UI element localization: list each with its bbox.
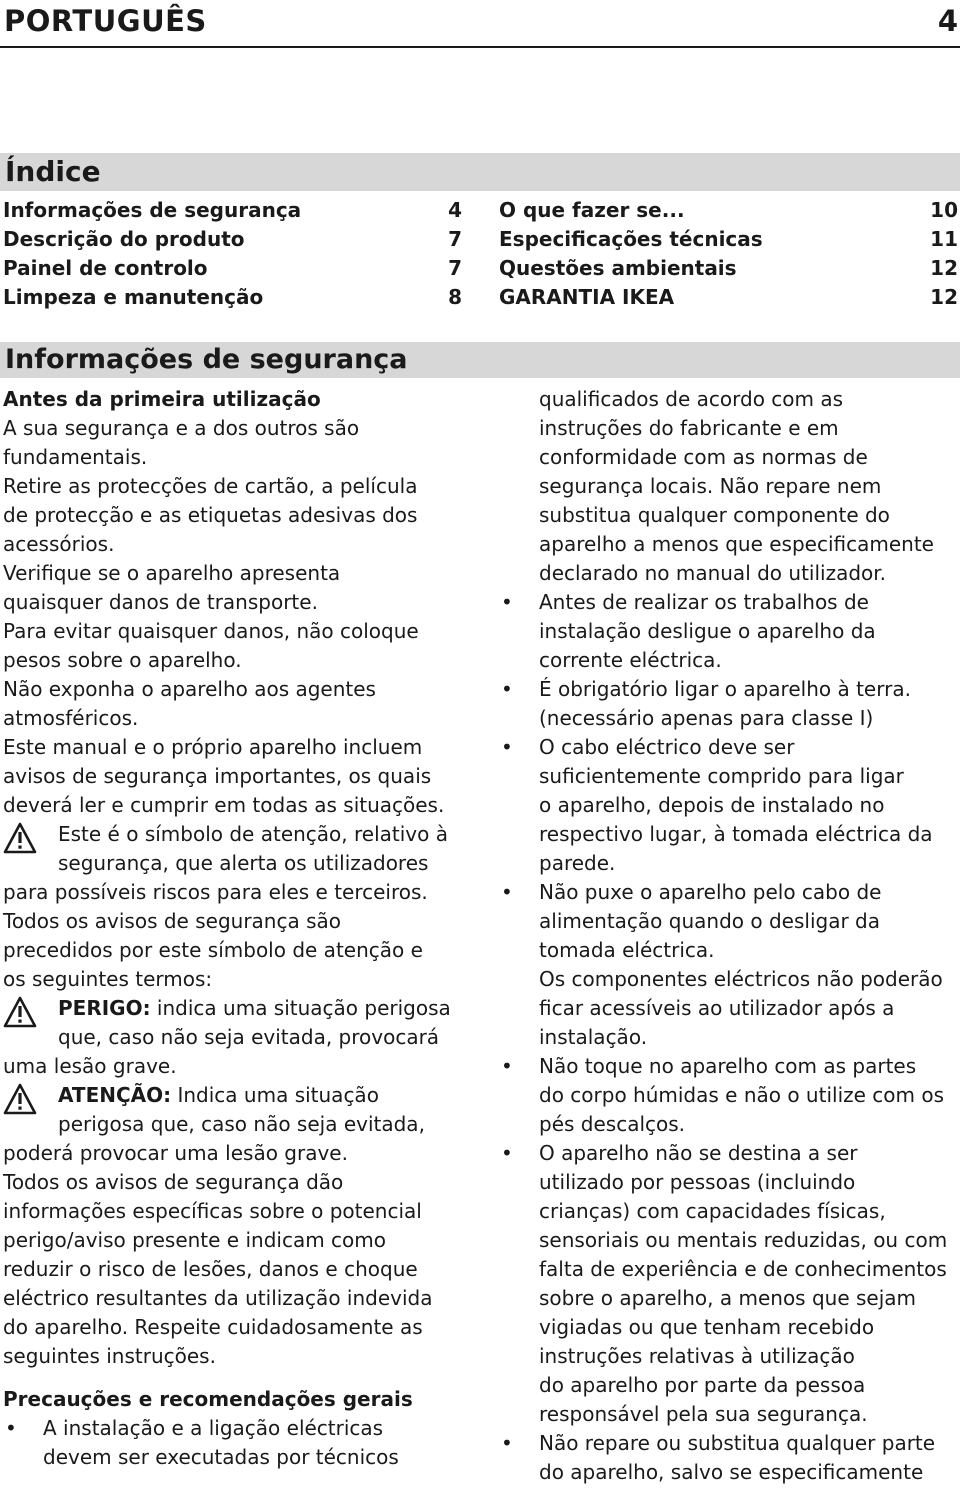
toc-label: GARANTIA IKEA — [499, 285, 675, 309]
all-warnings-line: perigo/aviso presente e indicam como — [3, 1228, 386, 1252]
bullet-item — [499, 1052, 959, 1139]
bullet-line: instalação desligue o aparelho da — [539, 619, 876, 643]
intro-line: fundamentais. — [3, 445, 148, 469]
continuation-line: qualificados de acordo com as — [539, 387, 844, 411]
intro-line: de protecção e as etiquetas adesivas dos — [3, 503, 418, 527]
bullet-icon: • — [501, 677, 513, 701]
bullet-icon: • — [501, 1054, 513, 1078]
bullet-icon: • — [501, 590, 513, 614]
danger-line — [3, 994, 473, 1023]
toc-row[interactable] — [3, 283, 462, 312]
toc-row[interactable] — [499, 196, 958, 225]
toc-label: Especificações técnicas — [499, 227, 763, 251]
warning-line: poderá provocar uma lesão grave. — [3, 1141, 348, 1165]
bullet-line: do corpo húmidas e não o utilize com os — [539, 1083, 945, 1107]
bullet-line: Não repare ou substitua qualquer parte — [539, 1431, 936, 1455]
continuation-line: aparelho a menos que especificamente — [539, 532, 934, 556]
bullet-line: do aparelho por parte da pessoa — [539, 1373, 866, 1397]
first-use-heading: Antes da primeira utilização — [3, 387, 321, 411]
bullet-item — [3, 1414, 473, 1472]
attention-line: para possíveis riscos para eles e terceiros. — [3, 880, 428, 904]
index-section-bar — [0, 153, 960, 191]
safety-section-bar — [0, 342, 960, 378]
bullet-line: falta de experiência e de conhecimentos — [539, 1257, 947, 1281]
danger-term: PERIGO: — [58, 996, 151, 1020]
warning-triangle-icon — [3, 1083, 37, 1115]
preceded-line: Todos os avisos de segurança são — [3, 909, 341, 933]
intro-line: avisos de segurança importantes, os quais — [3, 764, 432, 788]
bullet-icon: • — [501, 735, 513, 759]
toc-page: 7 — [448, 256, 462, 280]
danger-line: que, caso não seja evitada, provocará — [58, 1025, 440, 1049]
bullet-line: alimentação quando o desligar da — [539, 909, 880, 933]
continuation-line: conformidade com as normas de — [539, 445, 868, 469]
danger-block — [3, 994, 473, 1081]
toc-row[interactable] — [3, 225, 462, 254]
bullet-line: É obrigatório ligar o aparelho à terra. — [539, 677, 911, 701]
bullet-item — [499, 588, 959, 675]
bullet-line: Não puxe o aparelho pelo cabo de — [539, 880, 882, 904]
all-warnings-line: eléctrico resultantes da utilização indevida — [3, 1286, 433, 1310]
page-number: 4 — [937, 4, 958, 38]
warning-line — [3, 1081, 473, 1110]
bullet-line: Os componentes eléctricos não poderão — [539, 967, 943, 991]
all-warnings-line: informações específicas sobre o potencial — [3, 1199, 422, 1223]
preceded-line: precedidos por este símbolo de atenção e — [3, 938, 423, 962]
all-warnings-line: seguintes instruções. — [3, 1344, 216, 1368]
danger-line: uma lesão grave. — [3, 1054, 177, 1078]
danger-text: indica uma situação perigosa — [150, 996, 451, 1020]
bullet-icon: • — [501, 880, 513, 904]
toc-row[interactable] — [3, 196, 462, 225]
toc-page: 12 — [930, 256, 958, 280]
bullet-item — [499, 1429, 959, 1487]
toc-page: 10 — [930, 198, 958, 222]
intro-line: atmosféricos. — [3, 706, 139, 730]
toc-row[interactable] — [499, 283, 958, 312]
bullet-line: sobre o aparelho, a menos que sejam — [539, 1286, 917, 1310]
warning-line: perigosa que, caso não seja evitada, — [58, 1112, 425, 1136]
bullet-line: Não toque no aparelho com as partes — [539, 1054, 917, 1078]
bullet-line: corrente eléctrica. — [539, 648, 722, 672]
intro-line: Verifique se o aparelho apresenta — [3, 561, 341, 585]
toc-page: 11 — [930, 227, 958, 251]
all-warnings-line: reduzir o risco de lesões, danos e choque — [3, 1257, 418, 1281]
intro-line: Retire as protecções de cartão, a película — [3, 474, 418, 498]
preceded-line: os seguintes termos: — [3, 967, 213, 991]
continuation-line: segurança locais. Não repare nem — [539, 474, 882, 498]
toc-row[interactable] — [3, 254, 462, 283]
bullet-item — [499, 733, 959, 878]
warning-term: ATENÇÃO: — [58, 1083, 172, 1107]
bullet-line: devem ser executadas por técnicos — [43, 1445, 399, 1469]
intro-line: quaisquer danos de transporte. — [3, 590, 318, 614]
intro-line: Não exponha o aparelho aos agentes — [3, 677, 376, 701]
continuation-line: substitua qualquer componente do — [539, 503, 890, 527]
attention-symbol-block — [3, 820, 473, 907]
toc-label: Questões ambientais — [499, 256, 737, 280]
continuation-line: instruções do fabricante e em — [539, 416, 839, 440]
bullet-line: A instalação e a ligação eléctricas — [43, 1416, 384, 1440]
intro-line: deverá ler e cumprir em todas as situações. — [3, 793, 445, 817]
intro-line: pesos sobre o aparelho. — [3, 648, 242, 672]
bullet-line: instruções relativas à utilização — [539, 1344, 855, 1368]
bullet-line: o aparelho, depois de instalado no — [539, 793, 885, 817]
bullet-line: utilizado por pessoas (incluindo — [539, 1170, 856, 1194]
toc-label: Limpeza e manutenção — [3, 285, 264, 309]
bullet-line: O cabo eléctrico deve ser — [539, 735, 795, 759]
index-title: Índice — [5, 155, 101, 188]
bullet-item — [499, 675, 959, 733]
bullet-line: vigiadas ou que tenham recebido — [539, 1315, 875, 1339]
bullet-line: sensoriais ou mentais reduzidas, ou com — [539, 1228, 948, 1252]
bullet-line: instalação. — [539, 1025, 648, 1049]
bullet-icon: • — [5, 1416, 17, 1440]
bullet-line: respectivo lugar, à tomada eléctrica da — [539, 822, 933, 846]
bullet-line: O aparelho não se destina a ser — [539, 1141, 858, 1165]
bullet-line: do aparelho, salvo se especificamente — [539, 1460, 924, 1484]
bullet-icon: • — [501, 1431, 513, 1455]
bullet-line: pés descalços. — [539, 1112, 686, 1136]
toc-page: 4 — [448, 198, 462, 222]
warning-block — [3, 1081, 473, 1168]
toc-label: Painel de controlo — [3, 256, 208, 280]
toc-page: 7 — [448, 227, 462, 251]
bullet-line: crianças) com capacidades físicas, — [539, 1199, 886, 1223]
intro-line: Este manual e o próprio aparelho incluem — [3, 735, 423, 759]
bullet-line: responsável pela sua segurança. — [539, 1402, 868, 1426]
bullet-line: parede. — [539, 851, 616, 875]
intro-line: A sua segurança e a dos outros são — [3, 416, 360, 440]
warning-text: Indica uma situação — [171, 1083, 379, 1107]
bullet-item — [499, 878, 959, 1052]
toc-row[interactable] — [499, 254, 958, 283]
attention-line: Este é o símbolo de atenção, relativo à — [58, 822, 448, 846]
precautions-heading: Precauções e recomendações gerais — [3, 1387, 413, 1411]
toc-label: O que fazer se... — [499, 198, 685, 222]
toc-label: Descrição do produto — [3, 227, 245, 251]
bullet-item — [499, 1139, 959, 1429]
continuation-line: declarado no manual do utilizador. — [539, 561, 887, 585]
toc-label: Informações de segurança — [3, 198, 302, 222]
bullet-line: (necessário apenas para classe I) — [539, 706, 874, 730]
bullet-line: ficar acessíveis ao utilizador após a — [539, 996, 895, 1020]
warning-triangle-icon — [3, 822, 37, 854]
bullet-line: suficientemente comprido para ligar — [539, 764, 904, 788]
bullet-icon: • — [501, 1141, 513, 1165]
attention-line: segurança, que alerta os utilizadores — [58, 851, 429, 875]
bullet-line: tomada eléctrica. — [539, 938, 715, 962]
left-text-column — [3, 385, 473, 1472]
toc-right-column — [499, 196, 958, 312]
language-label: PORTUGUÊS — [4, 4, 207, 38]
toc-page: 8 — [448, 285, 462, 309]
all-warnings-line: Todos os avisos de segurança dão — [3, 1170, 344, 1194]
toc-left-column — [3, 196, 462, 312]
warning-triangle-icon — [3, 996, 37, 1028]
intro-line: acessórios. — [3, 532, 115, 556]
bullet-line: Antes de realizar os trabalhos de — [539, 590, 869, 614]
right-text-column — [499, 385, 959, 1487]
toc-page: 12 — [930, 285, 958, 309]
continuation-block — [499, 385, 959, 588]
safety-title: Informações de segurança — [5, 344, 408, 375]
all-warnings-line: do aparelho. Respeite cuidadosamente as — [3, 1315, 423, 1339]
toc-row[interactable] — [499, 225, 958, 254]
intro-line: Para evitar quaisquer danos, não coloque — [3, 619, 419, 643]
page-header — [0, 0, 960, 48]
